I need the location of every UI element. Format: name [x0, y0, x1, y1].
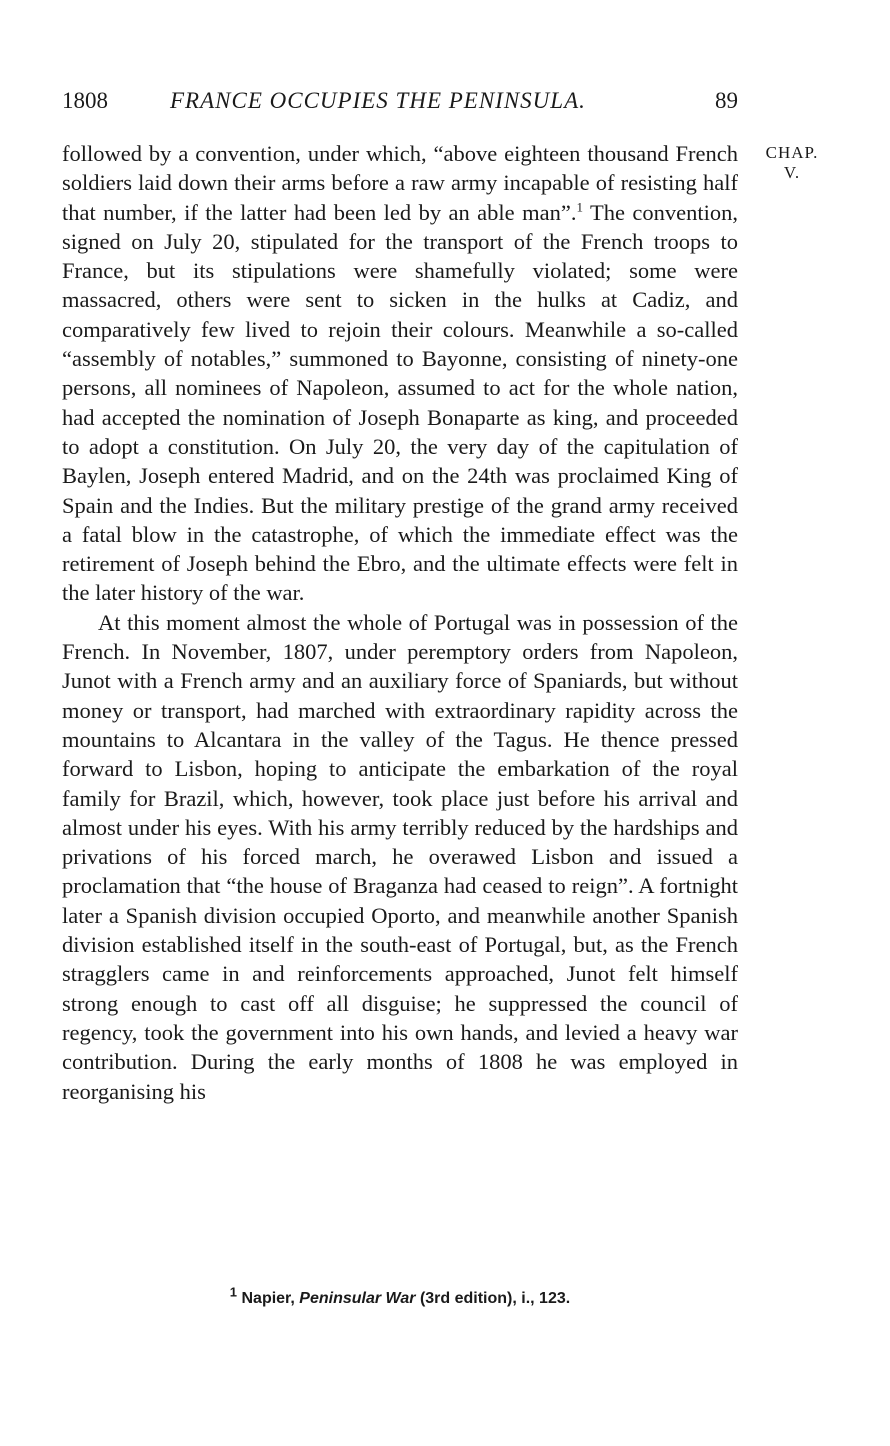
- running-title: FRANCE OCCUPIES THE PENINSULA.: [170, 88, 586, 113]
- running-header: [62, 88, 742, 118]
- paragraph-1: [62, 139, 738, 608]
- footnote-marker: 1: [229, 1284, 238, 1300]
- footnote-detail: (3rd edition), i., 123.: [419, 1290, 571, 1307]
- margin-note-number: V.: [783, 163, 801, 182]
- footnote-reference: 1: [576, 199, 583, 215]
- header-year: 1808: [62, 88, 108, 113]
- paragraph-2: At this moment almost the whole of Portugal was in possession of the French. In November, 1807, under peremptory orders from Napoleon, Junot with a French army and an auxiliary force of Spaniards, but without money or transport, had marched with extraordinary rapidity across the mountains to Alcantara in the valley of the Tagus. He thence pressed forward to Lisbon, hoping to anticipate the embarkation of the royal family for Brazil, which, however, took place just before his arrival and almost under his eyes. With his army terribly reduced by the hardships and privations of his forced march, he overawed Lisbon and issued a proclamation that “the house of Braganza had ceased to reign”. A fortnight later a Spanish division occupied Oporto, and meanwhile another Spanish division established itself in the south-east of Portugal, but, as the French stragglers came in and reinforcements approached, Junot felt himself strong enough to cast off all disguise; he suppressed the council of regency, took the government into his own hands, and levied a heavy war contribution. During the early months of 1808 he was employed in reorganising his: [62, 609, 738, 1104]
- paragraph-1-text-b: The convention, signed on July 20, stipulated for the transport of the French troops to France, but its stipulations were shamefully violated; some were massacred, others were sent to sicken in the hulks at Cadiz, and comparatively few lived to rejoin their colours. Meanwhile a so-called “assembly of notables,” summoned to Bayonne, consisting of ninety-one persons, all nominees of Napoleon, assumed to act for the whole nation, had accepted the nomination of Joseph Bonaparte as king, and proceeded to adopt a constitution. On July 20, the very day of the capitulation of Baylen, Joseph entered Madrid, and on the 24th was proclaimed King of Spain and the Indies. But the military prestige of the grand army received a fatal blow in the catastrophe, of which the immediate effect was the retirement of Joseph behind the Ebro, and the ultimate effects were felt in the later history of the war.: [62, 199, 738, 606]
- paragraph-1-text-a: followed by a convention, under which, “above eighteen thousand French soldiers laid down their arms before a raw army incapable of resisting half that number, if the latter had been led by an able man”.: [62, 141, 738, 225]
- footnote-work-title: Peninsular War: [299, 1290, 416, 1307]
- margin-note-chap: CHAP.: [765, 143, 819, 162]
- footnote-author: Napier,: [241, 1290, 295, 1307]
- footnote: [62, 1284, 738, 1308]
- page-number: 89: [715, 88, 738, 113]
- body-text: [62, 139, 738, 1106]
- chapter-margin-note: [752, 143, 832, 183]
